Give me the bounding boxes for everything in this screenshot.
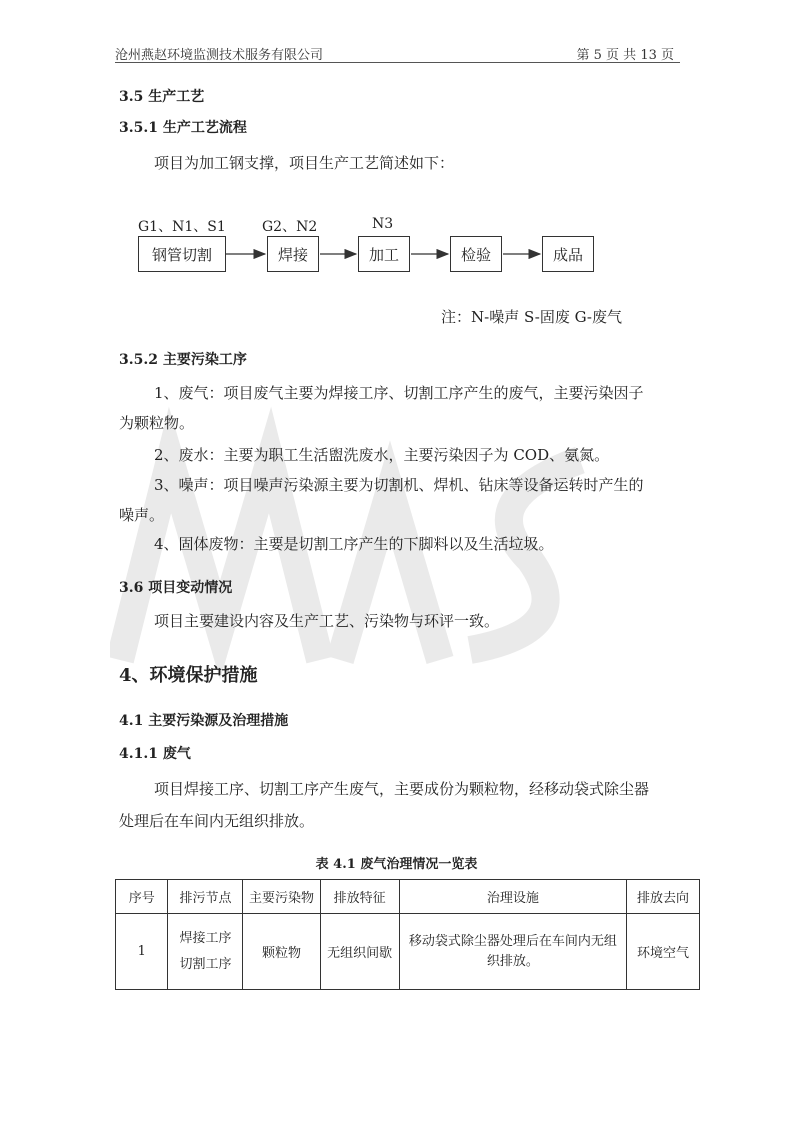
th-destination: 排放去向	[626, 880, 699, 914]
th-node: 排污节点	[168, 880, 243, 914]
header-page-number: 第 5 页 共 13 页	[576, 48, 674, 63]
td-feature: 无组织间歇	[320, 914, 399, 990]
section-3-5-2-title: 3.5.2 主要污染工序	[119, 352, 247, 368]
flow-step-welding: 焊接	[267, 236, 319, 272]
flow-label-cutting: G1、N1、S1	[138, 219, 226, 235]
td-node-2: 切割工序	[179, 956, 232, 972]
flow-step-processing: 加工	[358, 236, 410, 272]
th-no: 序号	[116, 880, 168, 914]
th-facility: 治理设施	[399, 880, 626, 914]
table-header-row	[116, 880, 700, 914]
section-4-1-1-title: 4.1.1 废气	[119, 746, 191, 762]
flow-step-product: 成品	[542, 236, 594, 272]
header-company: 沧州燕赵环境监测技术服务有限公司	[115, 48, 324, 63]
waste-gas-paragraph-a: 项目焊接工序、切割工序产生废气，主要成份为颗粒物，经移动袋式除尘器	[154, 780, 650, 798]
flow-step-inspection: 检验	[450, 236, 502, 272]
change-paragraph: 项目主要建设内容及生产工艺、污染物与环评一致。	[154, 612, 500, 630]
flow-label-processing: N3	[372, 216, 394, 232]
flow-label-welding: G2、N2	[262, 219, 318, 235]
section-4-1-title: 4.1 主要污染源及治理措施	[119, 713, 289, 729]
td-node	[168, 914, 243, 990]
th-feature: 排放特征	[320, 880, 399, 914]
td-facility: 移动袋式除尘器处理后在车间内无组织排放。	[399, 914, 626, 990]
td-destination: 环境空气	[626, 914, 699, 990]
flow-note: 注：N-噪声 S-固废 G-废气	[441, 308, 622, 326]
th-pollutant: 主要污染物	[243, 880, 320, 914]
flow-intro: 项目为加工钢支撑，项目生产工艺简述如下：	[154, 154, 455, 172]
flow-step-cutting: 钢管切割	[138, 236, 226, 272]
pollution-item-2: 2、废水：主要为职工生活盥洗废水，主要污染因子为 COD、氨氮。	[154, 446, 610, 464]
waste-gas-table	[115, 879, 700, 990]
section-3-5-1-title: 3.5.1 生产工艺流程	[119, 120, 247, 136]
table-row	[116, 914, 700, 990]
pollution-item-4: 4、固体废物：主要是切割工序产生的下脚料以及生活垃圾。	[154, 535, 554, 553]
pollution-item-1b: 为颗粒物。	[119, 414, 195, 432]
pollution-item-3b: 噪声。	[119, 506, 165, 524]
td-no: 1	[116, 914, 168, 990]
flow-arrows	[0, 0, 793, 300]
waste-gas-paragraph-b: 处理后在车间内无组织排放。	[119, 812, 315, 830]
section-3-6-title: 3.6 项目变动情况	[119, 580, 233, 596]
pollution-item-1a: 1、废气：项目废气主要为焊接工序、切割工序产生的废气，主要污染因子	[154, 384, 644, 402]
section-4-title: 4、环境保护措施	[119, 665, 258, 686]
section-3-5-title: 3.5 生产工艺	[119, 89, 205, 105]
table-caption: 表 4.1 废气治理情况一览表	[315, 857, 478, 872]
td-pollutant: 颗粒物	[243, 914, 320, 990]
pollution-item-3a: 3、噪声：项目噪声污染源主要为切割机、焊机、钻床等设备运转时产生的	[154, 476, 644, 494]
td-node-1: 焊接工序	[179, 930, 232, 946]
